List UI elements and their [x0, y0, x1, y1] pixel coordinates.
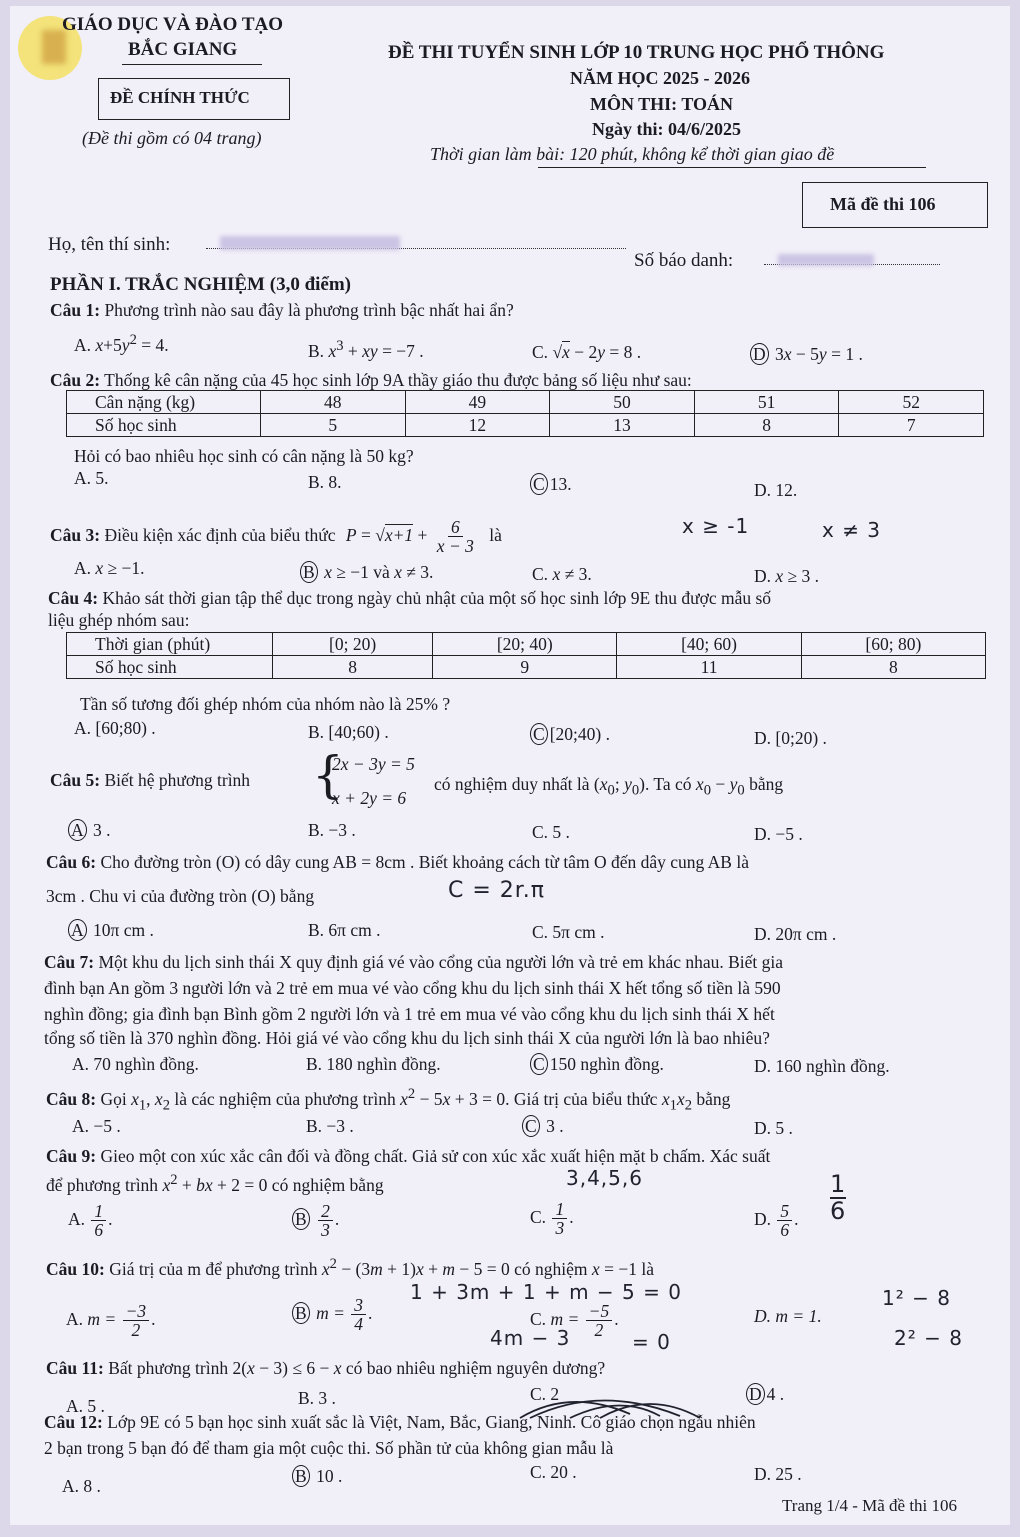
- exam-code: Mã đề thi 106: [830, 194, 936, 214]
- q2-option-a: A. 5.: [74, 468, 109, 488]
- q5-label: Câu 5:: [50, 770, 101, 790]
- exam-page: [10, 6, 1010, 1525]
- q7-label: Câu 7:: [44, 952, 95, 972]
- q6-option-a: A 10π cm .: [68, 920, 154, 941]
- q8-option-a: A. −5 .: [72, 1116, 121, 1136]
- dept-line2: BẮC GIANG: [128, 39, 238, 60]
- q11-option-d: D 4 .: [746, 1384, 784, 1405]
- q3-text: Điều kiện xác định của biểu thức: [104, 524, 336, 545]
- q6-option-b: B. 6π cm .: [308, 920, 381, 940]
- q11-option-c: C. 2: [530, 1384, 560, 1404]
- q9-handwriting: 3,4,5,6: [566, 1166, 643, 1190]
- q5-text: Biết hệ phương trình: [104, 770, 251, 790]
- pages-note: (Đề thi gồm có 04 trang): [82, 128, 262, 148]
- q5-option-d: D. −5 .: [754, 824, 803, 844]
- q5-eq1: 2x − 3y = 5: [332, 754, 415, 774]
- q11: Câu 11: Bất phương trình 2(x − 3) ≤ 6 − x có bao nhiêu nghiệm nguyên dương?: [46, 1358, 606, 1378]
- duration-underline: [538, 167, 926, 168]
- q5: [50, 770, 250, 791]
- q12: Câu 12: Lớp 9E có 5 bạn học sinh xuất sắc là Việt, Nam, Bắc, Giang, Ninh. Cô giáo chọn ngẫu nhiên: [44, 1412, 756, 1432]
- q4-option-c: C [20;40) .: [530, 724, 610, 745]
- table-row: Số học sinh 5 12 13 8 7: [67, 414, 984, 437]
- q1-option-b: B. $x^3$ + xy = −7 .: [308, 338, 424, 361]
- q7-option-b: B. 180 nghìn đồng.: [306, 1054, 441, 1074]
- q4-text: Khảo sát thời gian tập thể dục trong ngày chủ nhật của một số học sinh lớp 9E thu được mẫu số: [102, 588, 772, 608]
- q11-option-a: A. 5 .: [66, 1396, 105, 1416]
- q6-label: Câu 6:: [46, 852, 97, 872]
- q8-option-c: C 3 .: [522, 1116, 564, 1137]
- q11-label: Câu 11:: [46, 1358, 104, 1378]
- q8-option-d: D. 5 .: [754, 1118, 793, 1138]
- q8-option-b: B. −3 .: [306, 1116, 354, 1136]
- q5-option-a: A 3 .: [68, 820, 111, 841]
- q12-line2: 2 bạn trong 5 bạn đó để tham gia một cuộc thi. Số phần tử của không gian mẫu là: [44, 1438, 614, 1458]
- q10-handwriting-2: 4m − 3: [490, 1326, 571, 1350]
- candidate-no-label: Số báo danh:: [634, 250, 734, 271]
- q3-handwriting-2: x ≠ 3: [822, 518, 882, 542]
- exam-title: ĐỀ THI TUYỂN SINH LỚP 10 TRUNG HỌC PHỔ THÔNG: [388, 42, 885, 63]
- q3-label: Câu 3:: [50, 524, 101, 545]
- dept-line1: GIÁO DỤC VÀ ĐÀO TẠO: [62, 14, 283, 35]
- q6-text: Cho đường tròn (O) có dây cung AB = 8cm . Biết khoảng cách từ tâm O đến dây cung AB là: [100, 852, 749, 872]
- q1-option-d: D 3x − 5y = 1 .: [750, 344, 863, 365]
- q4-option-b: B. [40;60) .: [308, 722, 389, 742]
- q7-line4: tổng số tiền là 370 nghìn đồng. Hỏi giá vé vào cổng khu du lịch sinh thái X của người lớn là bao nhiêu?: [44, 1028, 770, 1048]
- q9-option-c: C. $\frac{1}{3}$ .: [530, 1199, 574, 1239]
- q10-handwriting-side2: 2² − 8: [894, 1326, 963, 1350]
- q10-handwriting-side1: 1² − 8: [882, 1286, 951, 1310]
- q1-option-c: C. √x − 2y = 8 .: [532, 342, 642, 362]
- q10-option-a: A. m = $\frac{-3}{2}$ .: [66, 1301, 156, 1341]
- q7: [44, 952, 783, 973]
- q5-eq2: x + 2y = 6: [332, 788, 407, 808]
- q9-handwriting-fraction: 1 6: [830, 1170, 847, 1226]
- q3: Câu 3: Điều kiện xác định của biểu thức P = √x+1 + $\frac{6}{x - 3}$ là: [50, 517, 502, 557]
- table-row: Số học sinh 8 9 11 8: [67, 656, 986, 679]
- q12-option-a: A. 8 .: [62, 1476, 101, 1496]
- q9-option-d: D. $\frac{5}{6}$ .: [754, 1201, 799, 1241]
- q2: [50, 370, 692, 391]
- q8-label: Câu 8:: [46, 1088, 97, 1109]
- q2-option-d: D. 12.: [754, 480, 798, 500]
- q2-option-c: C 13.: [530, 474, 572, 495]
- q4-option-d: D. [0;20) .: [754, 728, 827, 748]
- q10: Câu 10: Giá trị của m để phương trình $x^2 - (3m + 1)x + m - 5 = 0$ có nghiệm x = −1 là: [46, 1256, 654, 1279]
- q10-handwriting-1: 1 + 3m + 1 + m − 5 = 0: [410, 1280, 682, 1304]
- q3-handwriting-1: x ≥ -1: [682, 514, 750, 538]
- q1-label: Câu 1:: [50, 300, 101, 320]
- q9-option-a: A. $\frac{1}{6}$ .: [68, 1201, 113, 1241]
- q7-option-c: C 150 nghìn đồng.: [530, 1054, 664, 1075]
- q3-option-b: B x ≥ −1 và x ≠ 3.: [300, 562, 433, 583]
- q7-option-a: A. 70 nghìn đồng.: [72, 1054, 199, 1074]
- q8: Câu 8: Gọi $x_1$, $x_2$ là các nghiệm của phương trình $x^2 - 5x + 3 = 0$. Giá trị của biểu thức $x_1x_2$ bằng: [46, 1086, 731, 1114]
- q9: Câu 9: Gieo một con xúc xắc cân đối và đồng chất. Giả sử con xúc xắc xuất hiện mặt b chấm. Xác suất: [46, 1146, 771, 1166]
- q6-option-d: D. 20π cm .: [754, 924, 837, 944]
- q2-option-b: B. 8.: [308, 472, 342, 492]
- q12-option-d: D. 25 .: [754, 1464, 802, 1484]
- q11-option-b: B. 3 .: [298, 1388, 336, 1408]
- q4-option-a: A. [60;80) .: [74, 718, 156, 738]
- q5-mid: có nghiệm duy nhất là ($x_0$; $y_0$). Ta có $x_0 - y_0$ bằng: [434, 774, 784, 799]
- q3-option-a: A. x ≥ −1.: [74, 558, 145, 578]
- q4-question: Tần số tương đối ghép nhóm của nhóm nào là 25% ?: [80, 694, 451, 714]
- q5-option-b: B. −3 .: [308, 820, 356, 840]
- q2-question: Hỏi có bao nhiêu học sinh có cân nặng là 50 kg?: [74, 446, 414, 466]
- q6-handwriting: C = 2r.π: [448, 878, 546, 903]
- section1-title: PHẦN I. TRẮC NGHIỆM (3,0 điểm): [50, 274, 352, 295]
- q4-label: Câu 4:: [48, 588, 99, 608]
- q7-option-d: D. 160 nghìn đồng.: [754, 1056, 890, 1076]
- q10-option-c: C. m = $\frac{-5}{2}$ .: [530, 1301, 619, 1341]
- q9-option-b: B $\frac{2}{3}$ .: [292, 1202, 339, 1240]
- q12-label: Câu 12:: [44, 1412, 103, 1432]
- q12-option-c: C. 20 .: [530, 1462, 577, 1482]
- subject: MÔN THI: TOÁN: [590, 94, 734, 114]
- duration: Thời gian làm bài: 120 phút, không kể thời gian giao đề: [430, 144, 835, 164]
- table-row: Cân nặng (kg) 48 49 50 51 52: [67, 391, 984, 414]
- q5-brace: {: [312, 746, 344, 804]
- q9-label: Câu 9:: [46, 1146, 97, 1166]
- candidate-name-redacted: [220, 236, 400, 250]
- candidate-no-redacted: [778, 254, 874, 266]
- q6: [46, 852, 749, 873]
- q3-option-c: C. x ≠ 3.: [532, 564, 592, 584]
- exam-date: Ngày thi: 04/6/2025: [592, 119, 742, 139]
- q10-option-d: D. m = 1.: [754, 1306, 822, 1326]
- q12-option-b: B 10 .: [292, 1466, 342, 1487]
- q4: [48, 588, 771, 609]
- q10-option-b: B m = $\frac{3}{4}$ .: [292, 1296, 372, 1334]
- q4-text2: liệu ghép nhóm sau:: [48, 610, 190, 630]
- q6-option-c: C. 5π cm .: [532, 922, 605, 942]
- q1: [50, 300, 514, 321]
- q7-line3: nghìn đồng; gia đình bạn Bình gồm 2 người lớn và 1 trẻ em mua vé vào cổng khu du lịch sinh thái X hết: [44, 1004, 775, 1024]
- q3-option-d: D. x ≥ 3 .: [754, 566, 820, 586]
- footer-page-info: Trang 1/4 - Mã đề thi 106: [782, 1496, 958, 1515]
- school-year: NĂM HỌC 2025 - 2026: [570, 68, 750, 88]
- candidate-name-label: Họ, tên thí sinh:: [48, 234, 171, 255]
- q1-option-a: A. $x+5y^2 = 4$.: [74, 332, 169, 355]
- q2-table: [66, 390, 984, 437]
- q1-text: Phương trình nào sau đây là phương trình bậc nhất hai ẩn?: [104, 300, 514, 320]
- q2-label: Câu 2:: [50, 370, 101, 390]
- q7-line1: Một khu du lịch sinh thái X quy định giá vé vào cổng của người lớn và trẻ em khác nhau. Biết gia: [98, 952, 784, 972]
- q10-label: Câu 10:: [46, 1258, 105, 1279]
- q5-option-c: C. 5 .: [532, 822, 570, 842]
- q10-handwriting-3: = 0: [632, 1330, 671, 1354]
- table-row: Thời gian (phút) [0; 20) [20; 40) [40; 60) [60; 80): [67, 633, 986, 656]
- q6-text2: 3cm . Chu vi của đường tròn (O) bằng: [46, 886, 315, 906]
- dept-underline: [122, 64, 262, 65]
- official-badge: ĐỀ CHÍNH THỨC: [110, 88, 250, 107]
- q2-text: Thống kê cân nặng của 45 học sinh lớp 9A thầy giáo thu được bảng số liệu như sau:: [104, 370, 692, 390]
- q7-line2: đình bạn An gồm 3 người lớn và 2 trẻ em mua vé vào cổng khu du lịch sinh thái X hết tổng số tiền là 590: [44, 978, 781, 998]
- q9-line2: để phương trình $x^2$ + bx + 2 = 0 có nghiệm bằng: [46, 1172, 384, 1195]
- q4-table: [66, 632, 986, 679]
